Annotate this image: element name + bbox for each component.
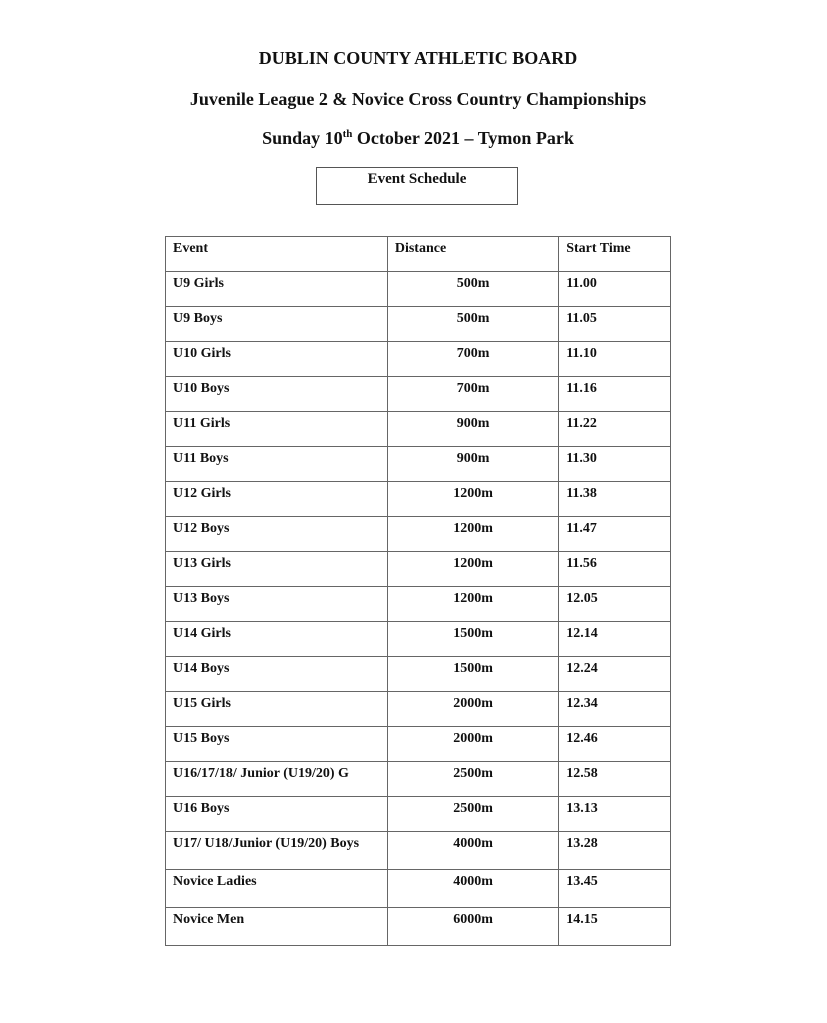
cell-start-time: 11.30: [559, 447, 671, 482]
cell-event: U10 Boys: [166, 377, 388, 412]
cell-distance: 2500m: [387, 797, 558, 832]
cell-event: U14 Boys: [166, 657, 388, 692]
cell-start-time: 11.56: [559, 552, 671, 587]
cell-start-time: 14.15: [559, 908, 671, 946]
cell-distance: 900m: [387, 412, 558, 447]
table-row: [166, 657, 671, 692]
event-date: [0, 128, 827, 149]
cell-distance: 1200m: [387, 482, 558, 517]
cell-start-time: 12.58: [559, 762, 671, 797]
cell-event: Novice Ladies: [166, 870, 388, 908]
table-row: [166, 272, 671, 307]
cell-distance: 700m: [387, 377, 558, 412]
cell-event: U11 Girls: [166, 412, 388, 447]
table-header-row: [166, 237, 671, 272]
table-row: [166, 908, 671, 946]
cell-distance: 4000m: [387, 870, 558, 908]
cell-distance: 700m: [387, 342, 558, 377]
cell-start-time: 11.47: [559, 517, 671, 552]
cell-start-time: 12.24: [559, 657, 671, 692]
cell-event: U15 Girls: [166, 692, 388, 727]
date-rest: October 2021 – Tymon Park: [352, 128, 574, 148]
table-row: [166, 692, 671, 727]
table-row: [166, 870, 671, 908]
cell-event: U16 Boys: [166, 797, 388, 832]
table-row: [166, 307, 671, 342]
cell-event: U9 Boys: [166, 307, 388, 342]
cell-event: U16/17/18/ Junior (U19/20) G: [166, 762, 388, 797]
cell-event: U12 Boys: [166, 517, 388, 552]
date-ordinal: th: [342, 128, 353, 140]
table-row: [166, 342, 671, 377]
table-row: [166, 832, 671, 870]
table-row: [166, 412, 671, 447]
organisation-title: DUBLIN COUNTY ATHLETIC BOARD: [258, 48, 578, 68]
championship-title: Juvenile League 2 & Novice Cross Country Championships: [189, 89, 647, 109]
cell-event: U10 Girls: [166, 342, 388, 377]
event-schedule-label: Event Schedule: [316, 167, 518, 205]
cell-distance: 2000m: [387, 727, 558, 762]
table-row: [166, 447, 671, 482]
cell-event: U9 Girls: [166, 272, 388, 307]
column-header-event: Event: [166, 237, 388, 272]
cell-start-time: 13.45: [559, 870, 671, 908]
cell-event: U13 Girls: [166, 552, 388, 587]
cell-distance: 500m: [387, 307, 558, 342]
cell-event: U15 Boys: [166, 727, 388, 762]
cell-start-time: 12.46: [559, 727, 671, 762]
column-header-distance: Distance: [387, 237, 558, 272]
cell-distance: 500m: [387, 272, 558, 307]
cell-start-time: 11.16: [559, 377, 671, 412]
cell-event: U11 Boys: [166, 447, 388, 482]
cell-distance: 1200m: [387, 587, 558, 622]
cell-start-time: 12.14: [559, 622, 671, 657]
cell-distance: 4000m: [387, 832, 558, 870]
table-row: [166, 517, 671, 552]
cell-event: U14 Girls: [166, 622, 388, 657]
cell-start-time: 13.13: [559, 797, 671, 832]
cell-start-time: 13.28: [559, 832, 671, 870]
table-row: [166, 797, 671, 832]
table-row: [166, 762, 671, 797]
cell-start-time: 11.00: [559, 272, 671, 307]
cell-distance: 1500m: [387, 622, 558, 657]
cell-start-time: 12.34: [559, 692, 671, 727]
table-row: [166, 482, 671, 517]
cell-distance: 2000m: [387, 692, 558, 727]
cell-start-time: 11.22: [559, 412, 671, 447]
table-row: [166, 552, 671, 587]
cell-distance: 2500m: [387, 762, 558, 797]
table-row: [166, 727, 671, 762]
cell-distance: 1200m: [387, 552, 558, 587]
cell-start-time: 11.05: [559, 307, 671, 342]
cell-event: U13 Boys: [166, 587, 388, 622]
cell-event: Novice Men: [166, 908, 388, 946]
event-schedule-table: [165, 236, 671, 946]
cell-start-time: 12.05: [559, 587, 671, 622]
cell-event: U12 Girls: [166, 482, 388, 517]
cell-distance: 1200m: [387, 517, 558, 552]
table-row: [166, 587, 671, 622]
date-prefix: Sunday 10: [262, 128, 343, 148]
cell-distance: 1500m: [387, 657, 558, 692]
cell-distance: 900m: [387, 447, 558, 482]
table-row: [166, 622, 671, 657]
column-header-start-time: Start Time: [559, 237, 671, 272]
cell-start-time: 11.10: [559, 342, 671, 377]
table-body: [166, 237, 671, 946]
cell-event: U17/ U18/Junior (U19/20) Boys: [166, 832, 388, 870]
cell-start-time: 11.38: [559, 482, 671, 517]
cell-distance: 6000m: [387, 908, 558, 946]
table-row: [166, 377, 671, 412]
